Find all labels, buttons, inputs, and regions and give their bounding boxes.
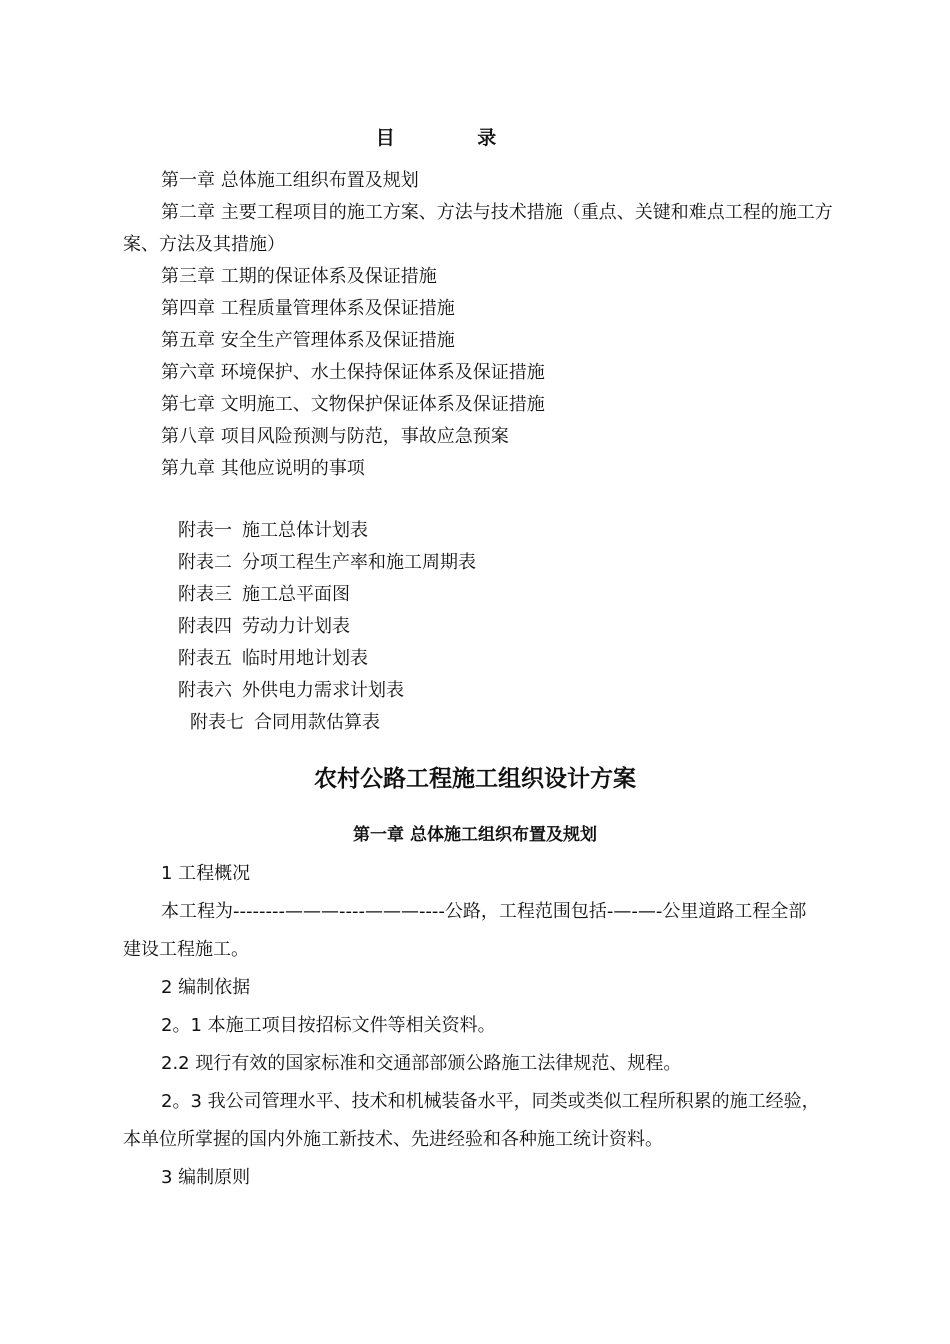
- document-title: 农村公路工程施工组织设计方案: [314, 766, 636, 792]
- toc-appendix-list: [178, 515, 678, 739]
- toc-appendix-item: [178, 707, 678, 739]
- body-paragraph: 2。1 本施工项目按招标文件等相关资料。: [161, 1015, 496, 1036]
- appendix-tag: 附表四: [178, 616, 232, 637]
- toc-chapter-item: 第一章 总体施工组织布置及规划: [161, 170, 419, 191]
- section-heading: 2 编制依据: [161, 977, 251, 998]
- toc-title: 目 录: [375, 127, 535, 149]
- toc-chapter-item: 第八章 项目风险预测与防范，事故应急预案: [161, 426, 509, 447]
- body-paragraph: 本工程为--------———----———----公路，工程范围包括-—-—-公里道路工程全部建设工程施工。: [123, 901, 807, 960]
- chapter-heading: 第一章 总体施工组织布置及规划: [353, 825, 597, 845]
- toc-chapter-item: 第五章 安全生产管理体系及保证措施: [161, 330, 455, 351]
- appendix-tag: 附表五: [178, 648, 232, 669]
- appendix-tag: 附表三: [178, 584, 232, 605]
- body-paragraph: 2.2 现行有效的国家标准和交通部部颁公路施工法律规范、规程。: [161, 1053, 682, 1074]
- toc-appendix-item: [178, 547, 678, 579]
- toc-appendix-item: [178, 579, 678, 611]
- toc-appendix-item: [178, 675, 678, 707]
- toc-chapter-item: 第二章 主要工程项目的施工方案、方法与技术措施（重点、关键和难点工程的施工方案、方法及其措施）: [123, 202, 833, 255]
- document-body: [123, 855, 823, 1197]
- toc-chapter-item: 第四章 工程质量管理体系及保证措施: [161, 298, 455, 319]
- appendix-name: 分项工程生产率和施工周期表: [242, 552, 476, 573]
- toc-appendix-item: [178, 515, 678, 547]
- section-heading: 1 工程概况: [161, 863, 251, 884]
- appendix-tag: 附表一: [178, 520, 232, 541]
- toc-appendix-item: [178, 643, 678, 675]
- appendix-tag: 附表六: [178, 680, 232, 701]
- appendix-name: 施工总平面图: [242, 584, 350, 605]
- appendix-name: 施工总体计划表: [242, 520, 368, 541]
- toc-chapter-item: 第三章 工期的保证体系及保证措施: [161, 266, 437, 287]
- body-paragraph: 2。3 我公司管理水平、技术和机械装备水平，同类或类似工程所积累的施工经验，本单位所掌握的国内外施工新技术、先进经验和各种施工统计资料。: [123, 1091, 820, 1150]
- appendix-name: 合同用款估算表: [254, 712, 380, 733]
- appendix-tag: 附表二: [178, 552, 232, 573]
- toc-chapter-item: 第九章 其他应说明的事项: [161, 458, 365, 479]
- toc-chapter-item: 第六章 环境保护、水土保持保证体系及保证措施: [161, 362, 545, 383]
- toc-chapter-item: 第七章 文明施工、文物保护保证体系及保证措施: [161, 394, 545, 415]
- appendix-name: 劳动力计划表: [242, 616, 350, 637]
- appendix-name: 外供电力需求计划表: [242, 680, 404, 701]
- appendix-tag: 附表七: [190, 712, 244, 733]
- section-heading: 3 编制原则: [161, 1167, 251, 1188]
- appendix-name: 临时用地计划表: [242, 648, 368, 669]
- toc-chapter-list: [123, 165, 833, 485]
- toc-appendix-item: [178, 611, 678, 643]
